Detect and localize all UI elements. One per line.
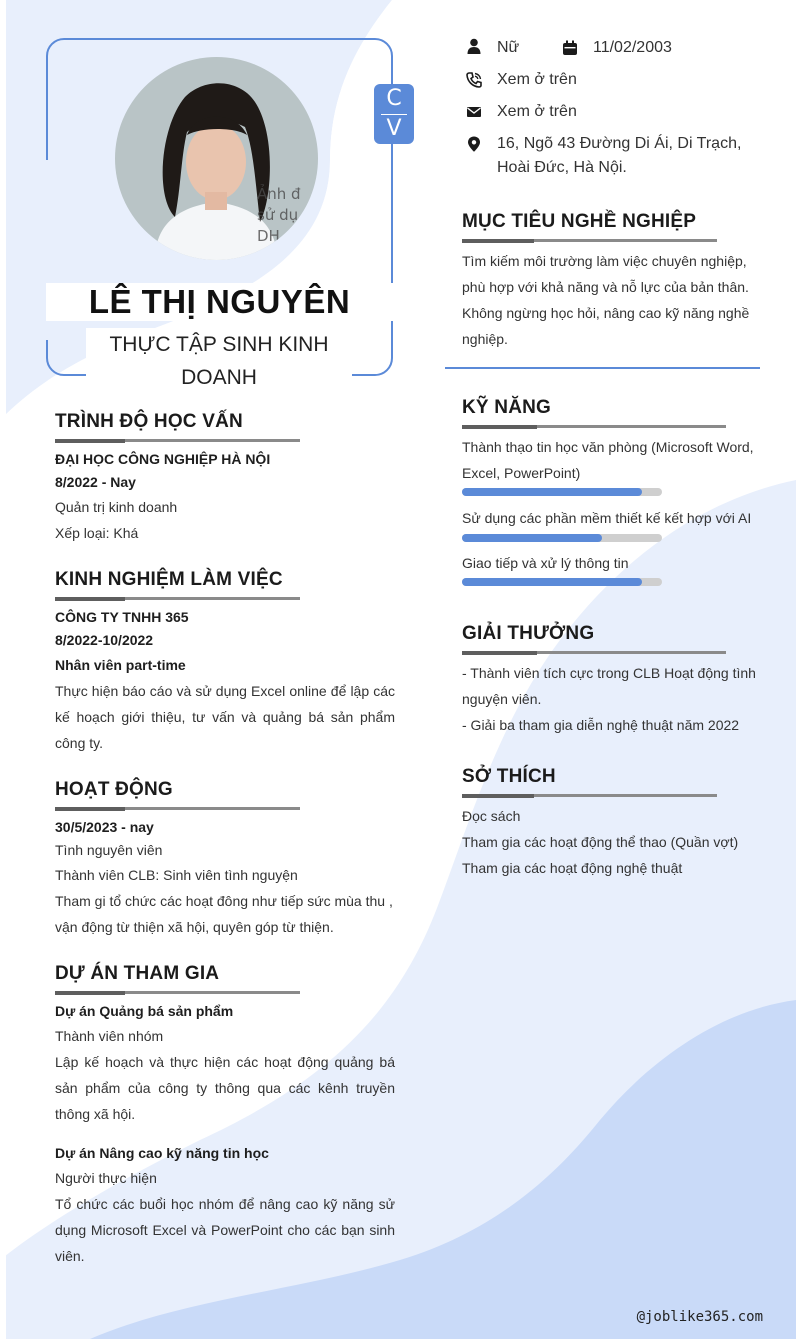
birthday-value: 11/02/2003 xyxy=(593,39,672,56)
education-rule xyxy=(55,439,300,442)
email-value: Xem ở trên xyxy=(497,103,577,120)
projects-rule xyxy=(55,991,300,994)
education-school: ĐẠI HỌC CÔNG NGHIỆP HÀ NỘI xyxy=(55,451,271,467)
objective-text: Tìm kiếm môi trường làm việc chuyên nghiệp, phù hợp với khả năng và nỗ lực của bản thân. Không ngừng học hỏi, nâng cao kỹ năng nghề nghiệp. xyxy=(462,253,750,347)
skill-2-fill xyxy=(462,534,602,542)
skill-3-bar xyxy=(462,578,662,586)
objective-title: MỤC TIÊU NGHỀ NGHIỆP xyxy=(462,211,697,232)
education-major: Quản trị kinh doanh xyxy=(55,499,178,515)
activities-role: Tình nguyên viên xyxy=(55,842,163,858)
photo-watermark: Ảnh đ xyxy=(257,185,301,203)
award-2: - Giải ba tham gia diễn nghệ thuật năm 2022 xyxy=(462,717,740,733)
cv-badge xyxy=(374,84,414,144)
cv-badge-top: C xyxy=(386,86,402,111)
projects-title: DỰ ÁN THAM GIA xyxy=(55,963,220,984)
experience-period: 8/2022-10/2022 xyxy=(55,632,154,648)
skill-1-label: Thành thạo tin học văn phòng (Microsoft Word, Excel, PowerPoint) xyxy=(462,439,754,481)
phone-icon xyxy=(466,72,482,88)
hobby-2: Tham gia các hoạt động thể thao (Quần vợt) xyxy=(462,834,739,850)
skill-1-fill xyxy=(462,488,642,496)
skill-2-label: Sử dụng các phần mềm thiết kế kết hợp với AI xyxy=(462,510,752,526)
cv-badge-bottom: V xyxy=(386,116,402,141)
gender-value: Nữ xyxy=(497,39,520,56)
project-1-description: Lập kế hoạch và thực hiện các hoạt động quảng bá sản phẩm của công ty thông qua các kênh truyền thông xã hội. xyxy=(55,1054,395,1122)
award-1: - Thành viên tích cực trong CLB Hoạt động tình nguyện viên. xyxy=(462,665,756,707)
skill-2-bar xyxy=(462,534,662,542)
email-icon xyxy=(466,104,482,120)
activities-period: 30/5/2023 - nay xyxy=(55,819,154,835)
skill-1-bar xyxy=(462,488,662,496)
education-grade: Xếp loại: Khá xyxy=(55,525,139,541)
activities-title: HOẠT ĐỘNG xyxy=(55,779,173,800)
objective-rule xyxy=(462,239,717,242)
calendar-icon xyxy=(562,40,578,56)
project-1-name: Dự án Quảng bá sản phẩm xyxy=(55,1003,234,1019)
address-line-2: Hoài Đức, Hà Nội. xyxy=(497,159,627,176)
avatar xyxy=(115,57,318,260)
activities-rule xyxy=(55,807,300,810)
education-title: TRÌNH ĐỘ HỌC VẤN xyxy=(55,411,243,432)
experience-position: Nhân viên part-time xyxy=(55,657,186,673)
activities-club: Thành viên CLB: Sinh viên tình nguyện xyxy=(55,867,298,883)
project-2-description: Tổ chức các buổi học nhóm để nâng cao kỹ năng sử dụng Microsoft Excel và PowerPoint cho các bạn sinh viên. xyxy=(55,1196,395,1264)
skills-rule xyxy=(462,425,726,428)
section-divider xyxy=(445,367,760,369)
experience-rule xyxy=(55,597,300,600)
education-period: 8/2022 - Nay xyxy=(55,474,136,490)
footer-watermark: @joblike365.com xyxy=(636,1309,763,1325)
svg-text:DH: DH xyxy=(257,227,280,245)
hobbies-rule xyxy=(462,794,717,797)
project-2-role: Người thực hiện xyxy=(55,1170,157,1186)
experience-company: CÔNG TY TNHH 365 xyxy=(55,609,189,625)
experience-title: KINH NGHIỆM LÀM VIỆC xyxy=(55,569,283,590)
phone-value: Xem ở trên xyxy=(497,71,577,88)
awards-title: GIẢI THƯỞNG xyxy=(462,623,595,644)
person-icon xyxy=(466,38,482,54)
project-1-role: Thành viên nhóm xyxy=(55,1028,164,1044)
hobby-3: Tham gia các hoạt động nghệ thuật xyxy=(462,860,683,876)
skill-3-label: Giao tiếp và xử lý thông tin xyxy=(462,555,629,571)
candidate-role: THỰC TẬP SINH KINH DOANH xyxy=(86,328,352,394)
awards-rule xyxy=(462,651,726,654)
skill-3-fill xyxy=(462,578,642,586)
svg-text:sử dụ: sử dụ xyxy=(257,206,299,224)
candidate-name: LÊ THỊ NGUYÊN xyxy=(46,283,393,321)
hobby-1: Đọc sách xyxy=(462,808,521,824)
project-2-name: Dự án Nâng cao kỹ năng tin học xyxy=(55,1145,269,1161)
activities-description: Tham gi tổ chức các hoạt đông như tiếp sức mùa thu , vận động từ thiện xã hội, quyên góp từ thiện. xyxy=(55,893,393,935)
hobbies-title: SỞ THÍCH xyxy=(462,766,556,787)
address-line-1: 16, Ngõ 43 Đường Di Ái, Di Trạch, xyxy=(497,135,742,152)
location-pin-icon xyxy=(466,136,482,152)
experience-description: Thực hiện báo cáo và sử dụng Excel online để lập các kế hoạch giới thiệu, tư vấn và quảng bá sản phẩm công ty. xyxy=(55,683,395,751)
skills-title: KỸ NĂNG xyxy=(462,397,552,418)
